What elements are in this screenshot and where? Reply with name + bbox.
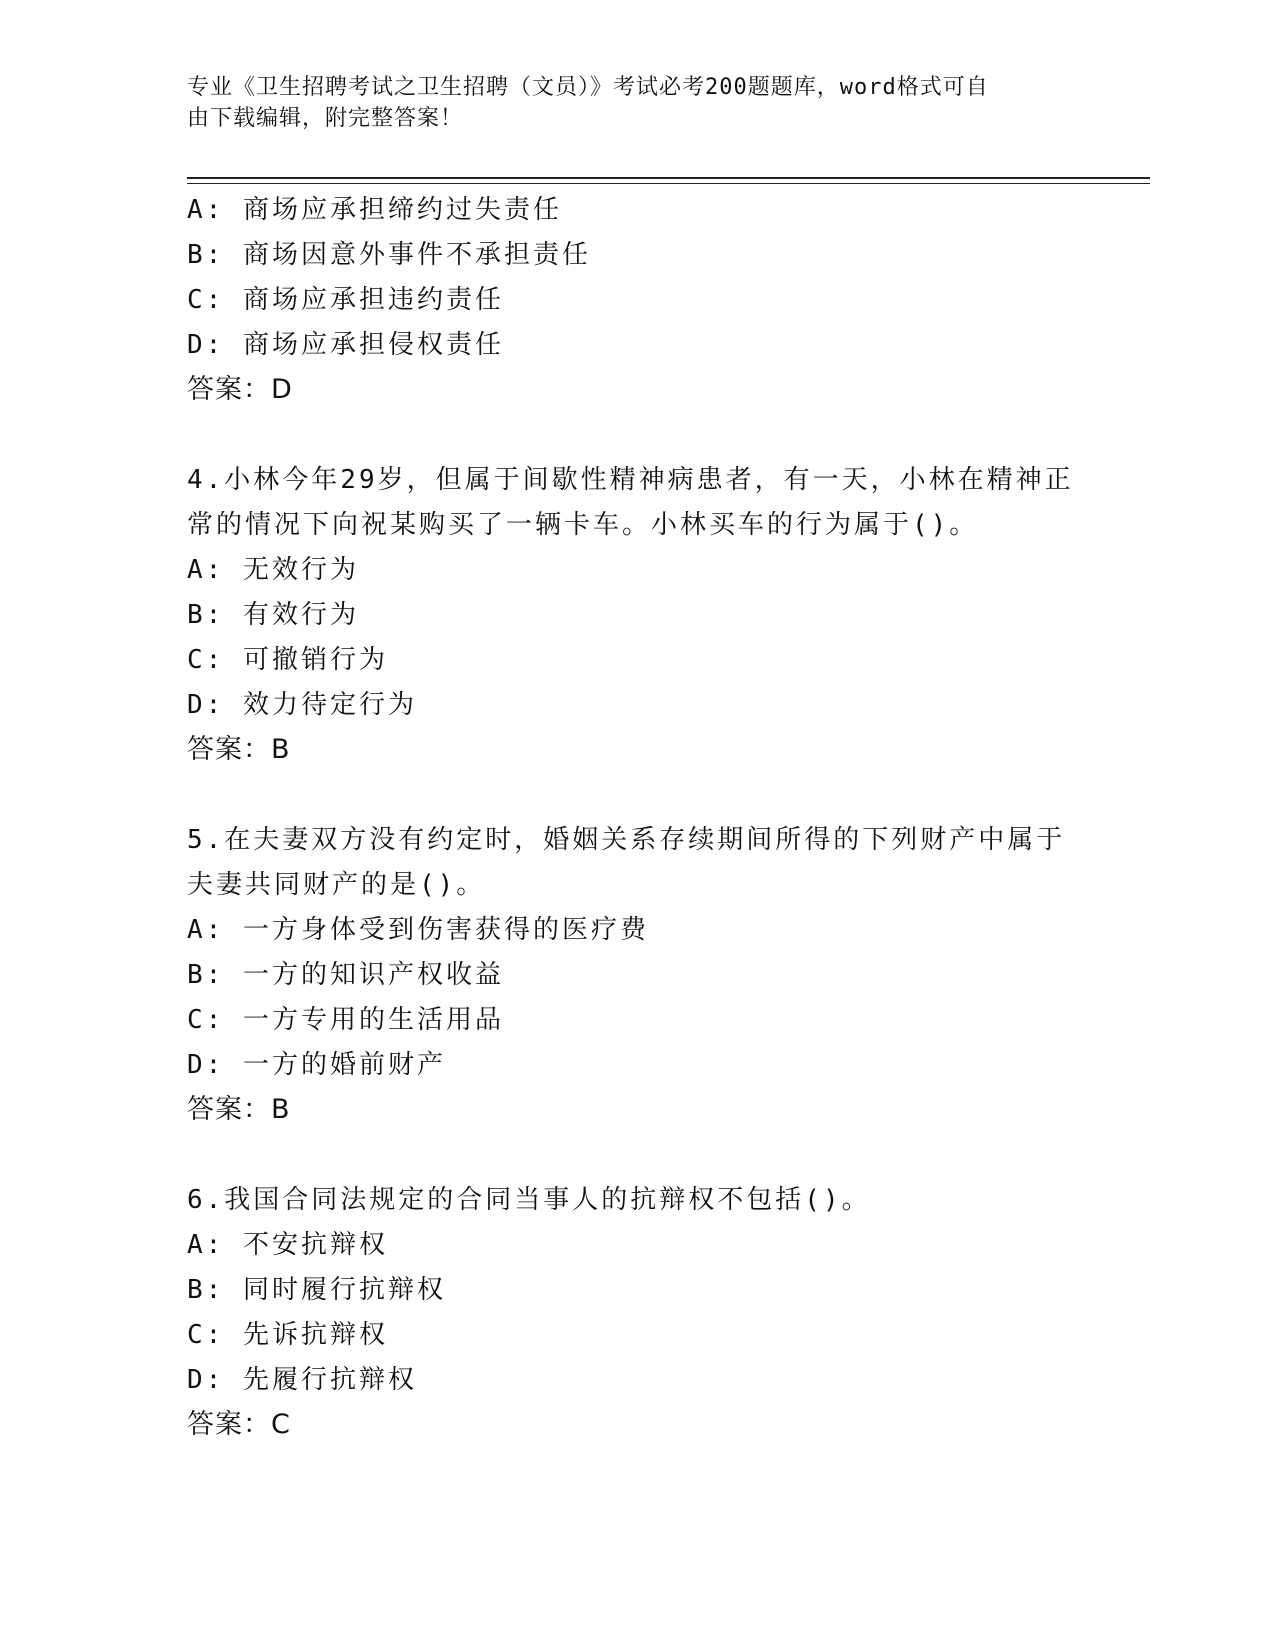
- q4-option-c: C: 可撤销行为: [187, 645, 388, 675]
- q5-option-b: B: 一方的知识产权收益: [187, 960, 504, 990]
- q4-option-b: B: 有效行为: [187, 600, 359, 630]
- q4-stem-line-1: 4.小林今年29岁，但属于间歇性精神病患者，有一天，小林在精神正: [187, 465, 1074, 495]
- header-line-1: 专业《卫生招聘考试之卫生招聘（文员）》考试必考200题题库，word格式可自: [187, 75, 989, 100]
- q5-answer: 答案：B: [187, 1094, 291, 1125]
- q3-option-c: C: 商场应承担违约责任: [187, 285, 504, 315]
- q4-option-a: A: 无效行为: [187, 555, 359, 585]
- q4-option-d: D: 效力待定行为: [187, 690, 417, 720]
- q6-option-b: B: 同时履行抗辩权: [187, 1275, 446, 1305]
- q3-option-a: A: 商场应承担缔约过失责任: [187, 195, 562, 225]
- header-line-2: 由下载编辑，附完整答案！: [187, 106, 464, 131]
- q4-answer: 答案：B: [187, 734, 291, 765]
- q5-option-a: A: 一方身体受到伤害获得的医疗费: [187, 915, 649, 945]
- q6-option-d: D: 先履行抗辩权: [187, 1365, 417, 1395]
- header-divider-thick: [187, 177, 1150, 179]
- document-header: [187, 72, 1067, 134]
- q5-option-d: D: 一方的婚前财产: [187, 1050, 446, 1080]
- q3-answer: 答案：D: [187, 374, 293, 405]
- q6-option-c: C: 先诉抗辩权: [187, 1320, 388, 1350]
- q4-stem-line-2: 常的情况下向祝某购买了一辆卡车。小林买车的行为属于()。: [187, 510, 979, 540]
- q3-option-d: D: 商场应承担侵权责任: [187, 330, 504, 360]
- q5-stem-line-1: 5.在夫妻双方没有约定时，婚姻关系存续期间所得的下列财产中属于: [187, 825, 1066, 855]
- q6-stem-line-1: 6.我国合同法规定的合同当事人的抗辩权不包括()。: [187, 1185, 871, 1215]
- header-divider-thin: [187, 183, 1150, 184]
- q3-option-b: B: 商场因意外事件不承担责任: [187, 240, 591, 270]
- q5-stem-line-2: 夫妻共同财产的是()。: [187, 870, 486, 900]
- q6-option-a: A: 不安抗辩权: [187, 1230, 388, 1260]
- q6-answer: 答案：C: [187, 1409, 291, 1440]
- q5-option-c: C: 一方专用的生活用品: [187, 1005, 504, 1035]
